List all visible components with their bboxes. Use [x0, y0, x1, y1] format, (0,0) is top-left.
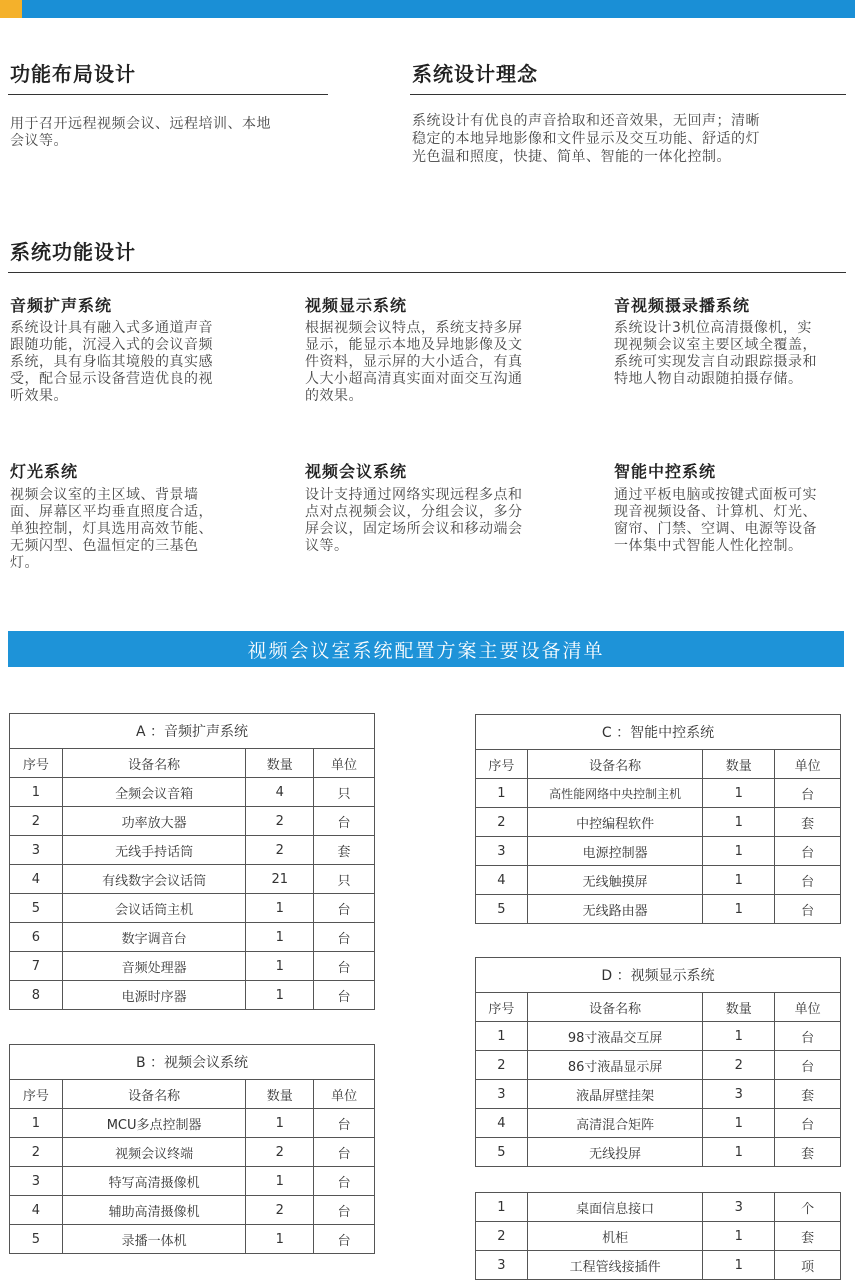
layout-title: 功能布局设计 — [10, 62, 136, 86]
cell-unit: 台 — [314, 923, 375, 952]
function-line: 面、屏幕区平均垂直照度合适， — [10, 504, 213, 520]
function-line: 议等。 — [305, 538, 349, 554]
cell-qty: 2 — [246, 807, 314, 836]
cell-unit: 台 — [314, 981, 375, 1010]
function-line: 显示，能显示本地及异地影像及文 — [305, 337, 523, 353]
cell-qty: 1 — [703, 1109, 775, 1138]
concept-rule — [410, 94, 846, 95]
table-row — [10, 1167, 375, 1196]
cell-unit: 台 — [775, 866, 841, 895]
table-row — [476, 1022, 841, 1051]
equipment-table-misc — [475, 1192, 841, 1280]
cell-name: 液晶屏壁挂架 — [527, 1080, 702, 1109]
cell-unit: 项 — [775, 1251, 841, 1280]
function-line: 现音视频设备、计算机、灯光、 — [614, 504, 817, 520]
cell-name: 中控编程软件 — [527, 808, 702, 837]
cell-name: 98寸液晶交互屏 — [527, 1022, 702, 1051]
cell-name: 全频会议音箱 — [62, 778, 245, 807]
function-line: 跟随功能，沉浸入式的会议音频 — [10, 337, 213, 353]
table-row — [10, 836, 375, 865]
cell-qty: 1 — [703, 808, 775, 837]
cell-name: 音频处理器 — [62, 952, 245, 981]
table-row — [476, 779, 841, 808]
table-row — [476, 866, 841, 895]
cell-unit: 只 — [314, 865, 375, 894]
function-line: 一体集中式智能人性化控制。 — [614, 538, 803, 554]
cell-qty: 1 — [703, 866, 775, 895]
cell-qty: 2 — [703, 1051, 775, 1080]
cell-qty: 2 — [246, 836, 314, 865]
table-row — [10, 807, 375, 836]
function-item-title: 灯光系统 — [10, 462, 79, 481]
header-qty: 数量 — [703, 993, 775, 1022]
cell-unit: 台 — [314, 1167, 375, 1196]
function-line: 的效果。 — [305, 388, 363, 404]
function-line: 屏会议，固定场所会议和移动端会 — [305, 521, 523, 537]
concept-line: 系统设计有优良的声音拾取和还音效果，无回声；清晰 — [412, 113, 760, 129]
function-line: 现视频会议室主要区域全覆盖， — [614, 337, 817, 353]
cell-no: 3 — [10, 836, 63, 865]
functions-title: 系统功能设计 — [10, 240, 136, 264]
cell-no: 4 — [10, 865, 63, 894]
header-name: 设备名称 — [62, 1080, 245, 1109]
function-line: 窗帘、门禁、空调、电源等设备 — [614, 521, 817, 537]
cell-name: 机柜 — [527, 1222, 702, 1251]
cell-no: 3 — [476, 837, 528, 866]
cell-qty: 1 — [703, 779, 775, 808]
header-unit: 单位 — [314, 1080, 375, 1109]
cell-no: 1 — [476, 1022, 528, 1051]
function-line: 特地人物自动跟随拍摄存储。 — [614, 371, 803, 387]
table-row — [10, 1138, 375, 1167]
function-line: 设计支持通过网络实现远程多点和 — [305, 487, 523, 503]
cell-name: 86寸液晶显示屏 — [527, 1051, 702, 1080]
cell-no: 3 — [476, 1080, 528, 1109]
table-header-row — [476, 993, 841, 1022]
function-line: 系统设计具有融入式多通道声音 — [10, 320, 213, 336]
function-item-text — [305, 320, 575, 405]
function-line: 视频会议室的主区域、背景墙 — [10, 487, 199, 503]
cell-name: 高清混合矩阵 — [527, 1109, 702, 1138]
cell-no: 2 — [10, 807, 63, 836]
cell-name: 电源时序器 — [62, 981, 245, 1010]
function-line: 通过平板电脑或按键式面板可实 — [614, 487, 817, 503]
cell-unit: 台 — [775, 1109, 841, 1138]
header-no: 序号 — [476, 750, 528, 779]
layout-rule — [8, 94, 328, 95]
cell-no: 5 — [476, 895, 528, 924]
table-header-row — [10, 1080, 375, 1109]
cell-qty: 4 — [246, 778, 314, 807]
cell-unit: 套 — [775, 1080, 841, 1109]
header-qty: 数量 — [246, 1080, 314, 1109]
table-caption: B ：视频会议系统 — [10, 1045, 375, 1080]
table-caption: A ：音频扩声系统 — [10, 714, 375, 749]
concept-line: 光色温和照度，快捷、简单、智能的一体化控制。 — [412, 149, 731, 165]
function-item-text — [614, 487, 850, 555]
cell-name: 电源控制器 — [527, 837, 702, 866]
cell-no: 2 — [476, 1051, 528, 1080]
cell-no: 6 — [10, 923, 63, 952]
table-row — [10, 865, 375, 894]
cell-qty: 1 — [246, 981, 314, 1010]
equipment-table-b — [9, 1044, 375, 1254]
equipment-table-c — [475, 714, 841, 924]
header-unit: 单位 — [775, 750, 841, 779]
table-row — [476, 895, 841, 924]
function-line: 点对点视频会议，分组会议，多分 — [305, 504, 523, 520]
function-item-text — [10, 487, 270, 572]
cell-name: 视频会议终端 — [62, 1138, 245, 1167]
header-no: 序号 — [10, 1080, 63, 1109]
cell-unit: 套 — [775, 1222, 841, 1251]
header-name: 设备名称 — [527, 750, 702, 779]
function-line: 系统可实现发言自动跟踪摄录和 — [614, 354, 817, 370]
equipment-table-a — [9, 713, 375, 1010]
function-item-title: 智能中控系统 — [614, 462, 717, 481]
cell-no: 4 — [476, 866, 528, 895]
header-qty: 数量 — [703, 750, 775, 779]
cell-name: 有线数字会议话筒 — [62, 865, 245, 894]
cell-qty: 2 — [246, 1196, 314, 1225]
function-line: 系统设计3机位高清摄像机，实 — [614, 320, 812, 336]
function-line: 件资料，显示屏的大小适合，有真 — [305, 354, 523, 370]
cell-no: 5 — [476, 1138, 528, 1167]
concept-title: 系统设计理念 — [412, 62, 538, 86]
cell-qty: 3 — [703, 1080, 775, 1109]
table-row — [10, 981, 375, 1010]
header-qty: 数量 — [246, 749, 314, 778]
top-color-bar — [0, 0, 855, 18]
table-row — [476, 1080, 841, 1109]
cell-no: 2 — [476, 808, 528, 837]
cell-no: 1 — [10, 1109, 63, 1138]
table-row — [10, 1109, 375, 1138]
cell-no: 5 — [10, 894, 63, 923]
cell-qty: 1 — [246, 952, 314, 981]
layout-line: 用于召开远程视频会议、远程培训、本地 — [10, 116, 271, 132]
cell-qty: 1 — [703, 1251, 775, 1280]
function-line: 灯。 — [10, 555, 39, 571]
cell-unit: 台 — [314, 1196, 375, 1225]
table-row — [476, 1051, 841, 1080]
cell-unit: 台 — [775, 779, 841, 808]
function-item-text — [305, 487, 575, 555]
header-name: 设备名称 — [62, 749, 245, 778]
cell-unit: 台 — [775, 837, 841, 866]
cell-unit: 台 — [314, 1138, 375, 1167]
cell-no: 1 — [476, 1193, 528, 1222]
cell-no: 2 — [476, 1222, 528, 1251]
top-bar-accent — [0, 0, 22, 18]
cell-name: 特写高清摄像机 — [62, 1167, 245, 1196]
cell-name: MCU多点控制器 — [62, 1109, 245, 1138]
table-row — [476, 837, 841, 866]
table-row — [476, 1222, 841, 1251]
cell-qty: 1 — [703, 837, 775, 866]
header-unit: 单位 — [775, 993, 841, 1022]
cell-unit: 台 — [775, 1022, 841, 1051]
cell-unit: 台 — [314, 1225, 375, 1254]
equipment-table-d — [475, 957, 841, 1167]
layout-text — [10, 116, 340, 150]
function-item-title: 音视频摄录播系统 — [614, 296, 751, 315]
cell-qty: 1 — [703, 1022, 775, 1051]
table-row — [476, 1138, 841, 1167]
cell-name: 无线投屏 — [527, 1138, 702, 1167]
cell-unit: 台 — [775, 1051, 841, 1080]
cell-name: 会议话筒主机 — [62, 894, 245, 923]
cell-qty: 1 — [246, 894, 314, 923]
cell-name: 功率放大器 — [62, 807, 245, 836]
function-item-text — [614, 320, 850, 388]
cell-no: 3 — [476, 1251, 528, 1280]
cell-unit: 套 — [775, 808, 841, 837]
cell-no: 4 — [476, 1109, 528, 1138]
cell-qty: 1 — [703, 895, 775, 924]
cell-unit: 台 — [314, 1109, 375, 1138]
cell-name: 高性能网络中央控制主机 — [527, 779, 702, 808]
table-row — [10, 923, 375, 952]
cell-name: 无线路由器 — [527, 895, 702, 924]
cell-no: 5 — [10, 1225, 63, 1254]
cell-name: 桌面信息接口 — [527, 1193, 702, 1222]
table-caption: D ：视频显示系统 — [476, 958, 841, 993]
cell-qty: 1 — [246, 1225, 314, 1254]
cell-name: 数字调音台 — [62, 923, 245, 952]
cell-unit: 台 — [314, 807, 375, 836]
cell-no: 7 — [10, 952, 63, 981]
cell-unit: 台 — [775, 895, 841, 924]
header-no: 序号 — [10, 749, 63, 778]
table-row — [10, 1225, 375, 1254]
function-item-text — [10, 320, 270, 405]
concept-text — [412, 112, 852, 166]
table-row — [476, 808, 841, 837]
cell-name: 工程管线接插件 — [527, 1251, 702, 1280]
cell-qty: 2 — [246, 1138, 314, 1167]
cell-qty: 1 — [246, 1167, 314, 1196]
function-line: 根据视频会议特点，系统支持多屏 — [305, 320, 523, 336]
cell-no: 2 — [10, 1138, 63, 1167]
cell-no: 4 — [10, 1196, 63, 1225]
cell-unit: 套 — [775, 1138, 841, 1167]
table-row — [10, 952, 375, 981]
functions-rule — [8, 272, 846, 273]
header-name: 设备名称 — [527, 993, 702, 1022]
layout-line: 会议等。 — [10, 133, 68, 149]
concept-line: 稳定的本地异地影像和文件显示及交互功能、舒适的灯 — [412, 131, 760, 147]
header-unit: 单位 — [314, 749, 375, 778]
table-row — [10, 894, 375, 923]
table-header-row — [476, 750, 841, 779]
cell-qty: 21 — [246, 865, 314, 894]
cell-no: 1 — [10, 778, 63, 807]
cell-no: 1 — [476, 779, 528, 808]
cell-unit: 台 — [314, 952, 375, 981]
function-item-title: 音频扩声系统 — [10, 296, 113, 315]
table-row — [476, 1109, 841, 1138]
header-no: 序号 — [476, 993, 528, 1022]
table-row — [476, 1251, 841, 1280]
table-header-row — [10, 749, 375, 778]
cell-qty: 1 — [246, 1109, 314, 1138]
cell-name: 录播一体机 — [62, 1225, 245, 1254]
function-item-title: 视频会议系统 — [305, 462, 408, 481]
function-item-title: 视频显示系统 — [305, 296, 408, 315]
cell-name: 无线手持话筒 — [62, 836, 245, 865]
table-row — [476, 1193, 841, 1222]
table-row — [10, 778, 375, 807]
cell-qty: 1 — [703, 1138, 775, 1167]
table-caption: C ：智能中控系统 — [476, 715, 841, 750]
cell-no: 3 — [10, 1167, 63, 1196]
cell-no: 8 — [10, 981, 63, 1010]
cell-unit: 套 — [314, 836, 375, 865]
cell-unit: 台 — [314, 894, 375, 923]
cell-name: 无线触摸屏 — [527, 866, 702, 895]
cell-name: 辅助高清摄像机 — [62, 1196, 245, 1225]
cell-unit: 只 — [314, 778, 375, 807]
top-bar-main — [22, 0, 855, 18]
function-line: 听效果。 — [10, 388, 68, 404]
function-line: 受，配合显示设备营造优良的视 — [10, 371, 213, 387]
cell-qty: 1 — [703, 1222, 775, 1251]
function-line: 单独控制，灯具选用高效节能、 — [10, 521, 213, 537]
function-line: 无频闪型、色温恒定的三基色 — [10, 538, 199, 554]
cell-qty: 3 — [703, 1193, 775, 1222]
function-line: 人大小超高清真实面对面交互沟通 — [305, 371, 523, 387]
cell-qty: 1 — [246, 923, 314, 952]
equipment-list-banner: 视频会议室系统配置方案主要设备清单 — [8, 631, 844, 667]
cell-unit: 个 — [775, 1193, 841, 1222]
table-row — [10, 1196, 375, 1225]
function-line: 系统，具有身临其境般的真实感 — [10, 354, 213, 370]
